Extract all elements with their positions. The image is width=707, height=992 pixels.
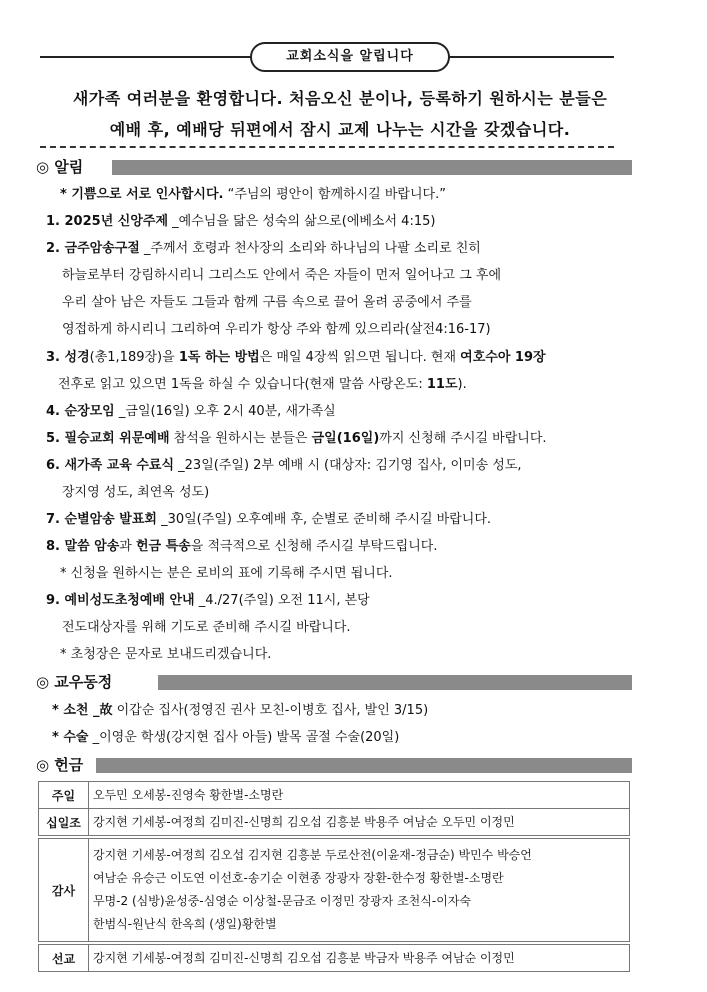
offering-names: 강지현 기세봉-여정희 김미진-신명희 김오섭 김흥분 박용주 여남순 오두민 이정민 <box>89 809 630 836</box>
section-fellowship-header <box>36 672 632 692</box>
section-bar <box>158 675 632 690</box>
fellowship-item-1: * 소천 _故 이갑순 집사(정영진 권사 모친-이병호 집사, 발인 3/15) <box>52 703 429 718</box>
offering-category: 주일 <box>39 782 89 809</box>
offering-names-line: 무명-2 (심방)윤성중-심영순 이상철-문금조 이정민 장광자 조천식-이자숙 <box>93 894 471 908</box>
notice-2: 2. 금주암송구절 _주께서 호령과 천사장의 소리와 하나님의 나팔 소리로 친히 <box>46 241 481 256</box>
offering-names-line: 한범식-원난식 한옥희 (생일)황한별 <box>93 917 277 931</box>
section-notices-header <box>36 157 632 177</box>
table-row <box>39 809 630 836</box>
table-row <box>39 782 630 809</box>
section-bar <box>96 758 632 773</box>
notice-3: 3. 성경(총1,189장)을 1독 하는 방법은 매일 4장씩 읽으면 됩니다. 현재 여호수아 19장 <box>46 350 546 365</box>
section-offering-label: ◎ 헌금 <box>36 756 84 774</box>
notice-9: 9. 예비성도초청예배 안내 _4./27(주일) 오전 11시, 본당 <box>46 593 370 608</box>
offering-category: 감사 <box>39 839 89 942</box>
offering-names: 오두민 오세봉-진영숙 황한별-소명란 <box>89 782 630 809</box>
notice-6-line-2: 장지영 성도, 최연옥 성도) <box>62 485 210 500</box>
welcome-line-2: 예배 후, 예배당 뒤편에서 잠시 교제 나누는 시간을 갖겠습니다. <box>109 120 571 139</box>
notice-8: 8. 말씀 암송과 헌금 특송을 적극적으로 신청해 주시길 부탁드립니다. <box>46 539 438 554</box>
fellowship-item-2: * 수술 _이영운 학생(강지현 집사 아들) 발목 골절 수술(20일) <box>52 730 400 745</box>
table-row <box>39 945 630 972</box>
notice-2-line-4: 영접하게 하시리니 그리하여 우리가 항상 주와 함께 있으리라(살전4:16-17) <box>62 322 491 337</box>
offering-names <box>89 839 630 942</box>
offering-category: 선교 <box>39 945 89 972</box>
notice-2-line-3: 우리 살아 남은 자들도 그들과 함께 구름 속으로 끌어 올려 공중에서 주를 <box>62 295 472 310</box>
offering-names: 강지현 기세봉-여정희 김미진-신명희 김오섭 김흥분 박금자 박용주 여남순 이정민 <box>89 945 630 972</box>
section-notices-label: ◎ 알림 <box>36 158 84 176</box>
section-bar <box>112 160 632 175</box>
notice-4: 4. 순장모임 _금일(16일) 오후 2시 40분, 새가족실 <box>46 404 336 419</box>
dashed-divider <box>40 146 614 148</box>
notice-9-line-2: 전도대상자를 위해 기도로 준비해 주시길 바랍니다. <box>62 620 351 635</box>
section-fellowship-label: ◎ 교우동정 <box>36 673 113 691</box>
notice-3-line-2: 전후로 읽고 있으면 1독을 하실 수 있습니다(현재 말씀 사랑온도: 11도). <box>58 377 467 392</box>
notice-2-line-2: 하늘로부터 강림하시리니 그리스도 안에서 죽은 자들이 먼저 일어나고 그 후에 <box>62 268 502 283</box>
table-row <box>39 839 630 942</box>
offering-names-line: 여남순 유승근 이도연 이선호-송기순 이현종 장광자 장환-한수정 황한별-소명란 <box>93 871 504 885</box>
notice-8-note: * 신청을 원하시는 분은 로비의 표에 기록해 주시면 됩니다. <box>60 566 393 581</box>
notice-7: 7. 순별암송 발표회 _30일(주일) 오후예배 후, 순별로 준비해 주시길 바랍니다. <box>46 512 492 527</box>
notice-6: 6. 새가족 교육 수료식 _23일(주일) 2부 예배 시 (대상자: 김기영 집사, 이미송 성도, <box>46 458 522 473</box>
section-offering-header <box>36 755 632 775</box>
notice-1: 1. 2025년 신앙주제 _예수님을 닮은 성숙의 삶으로(에베소서 4:15) <box>46 214 436 229</box>
welcome-line-1: 새가족 여러분을 환영합니다. 처음오신 분이나, 등록하기 원하시는 분들은 <box>72 89 608 108</box>
offering-category: 십일조 <box>39 809 89 836</box>
news-banner <box>40 40 614 74</box>
banner-title: 교회소식을 알립니다 <box>250 42 450 72</box>
offering-names-line: 강지현 기세봉-여정희 김오섭 김지현 김흥분 두로산전(이윤재-정금순) 박민수 박승언 <box>93 848 532 862</box>
notice-greeting: * 기쁨으로 서로 인사합시다. “주님의 평안이 함께하시길 바랍니다.” <box>60 187 446 202</box>
notice-5: 5. 필승교회 위문예배 참석을 원하시는 분들은 금일(16일)까지 신청해 주시길 바랍니다. <box>46 431 547 446</box>
offering-table <box>38 781 630 972</box>
notice-9-note: * 초청장은 문자로 보내드리겠습니다. <box>60 647 272 662</box>
